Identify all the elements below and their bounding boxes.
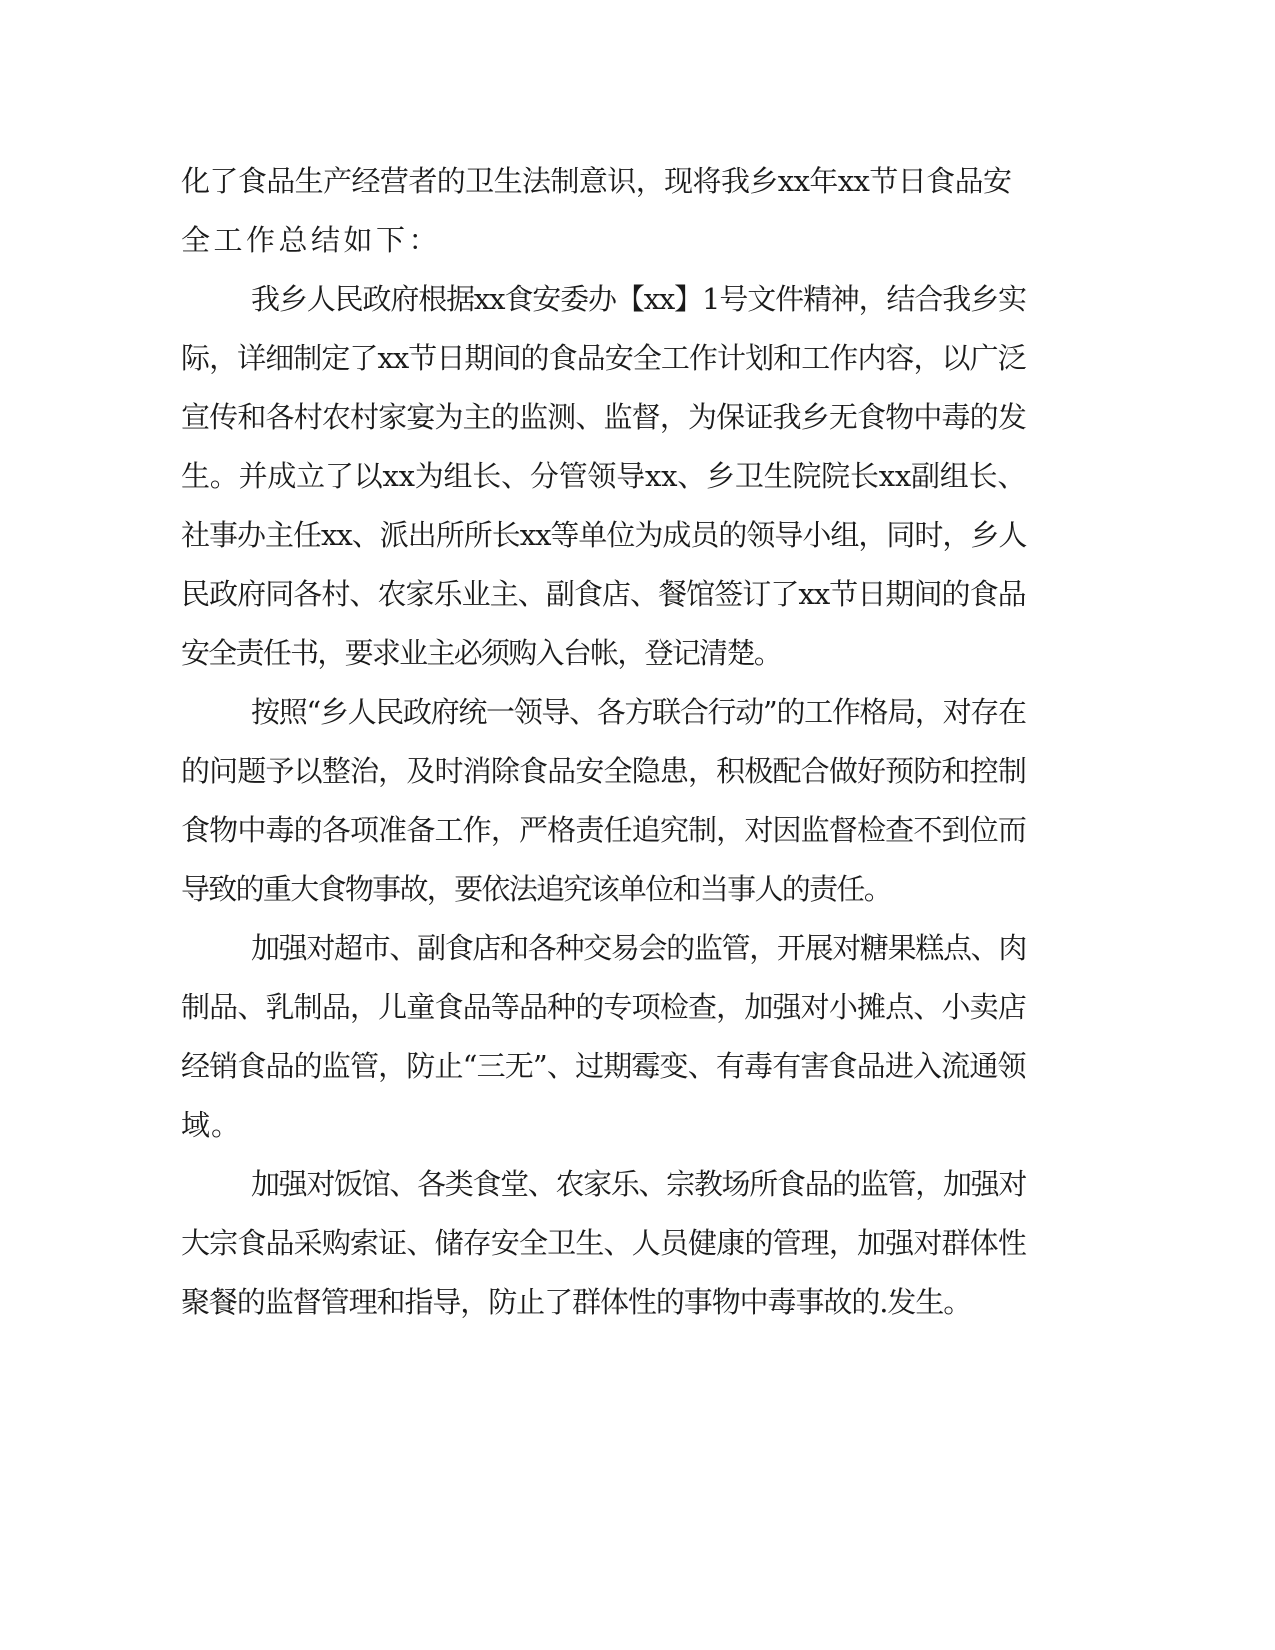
text-line: 民政府同各村、农家乐业主、副食店、餐馆签订了xx节日期间的食品 — [181, 577, 1026, 611]
text-line: 社事办主任xx、派出所所长xx等单位为成员的领导小组，同时，乡人 — [181, 518, 1027, 552]
text-line: 按照“乡人民政府统一领导、各方联合行动”的工作格局，对存在 — [251, 695, 1026, 729]
text-line: 的问题予以整治，及时消除食品安全隐患，积极配合做好预防和控制 — [181, 754, 1027, 788]
text-line: 化了食品生产经营者的卫生法制意识，现将我乡xx年xx节日食品安 — [181, 164, 1012, 198]
text-line: 大宗食品采购索证、储存安全卫生、人员健康的管理，加强对群体性 — [181, 1226, 1027, 1260]
text-line: 生。并成立了以xx为组长、分管领导xx、乡卫生院院长xx副组长、 — [181, 459, 1027, 493]
text-line: 加强对饭馆、各类食堂、农家乐、宗教场所食品的监管，加强对 — [251, 1167, 1027, 1201]
text-line: 导致的重大食物事故，要依法追究该单位和当事人的责任。 — [181, 872, 892, 906]
text-line: 我乡人民政府根据xx食安委办【xx】1号文件精神，结合我乡实 — [251, 282, 1026, 316]
text-line: 域。 — [181, 1108, 242, 1142]
text-line: 食物中毒的各项准备工作，严格责任追究制，对因监督检查不到位而 — [181, 813, 1027, 847]
text-line: 全工作总结如下： — [181, 223, 442, 257]
text-line: 宣传和各村农村家宴为主的监测、监督，为保证我乡无食物中毒的发 — [181, 400, 1027, 434]
text-line: 安全责任书，要求业主必须购入台帐，登记清楚。 — [181, 636, 782, 670]
text-line: 经销食品的监管，防止“三无”、过期霉变、有毒有害食品进入流通领 — [181, 1049, 1026, 1083]
text-line: 制品、乳制品，儿童食品等品种的专项检查，加强对小摊点、小卖店 — [181, 990, 1027, 1024]
text-line: 际，详细制定了xx节日期间的食品安全工作计划和工作内容，以广泛 — [181, 341, 1026, 375]
text-line: 聚餐的监督管理和指导，防止了群体性的事物中毒事故的.发生。 — [181, 1285, 972, 1319]
text-line: 加强对超市、副食店和各种交易会的监管，开展对糖果糕点、肉 — [251, 931, 1027, 965]
